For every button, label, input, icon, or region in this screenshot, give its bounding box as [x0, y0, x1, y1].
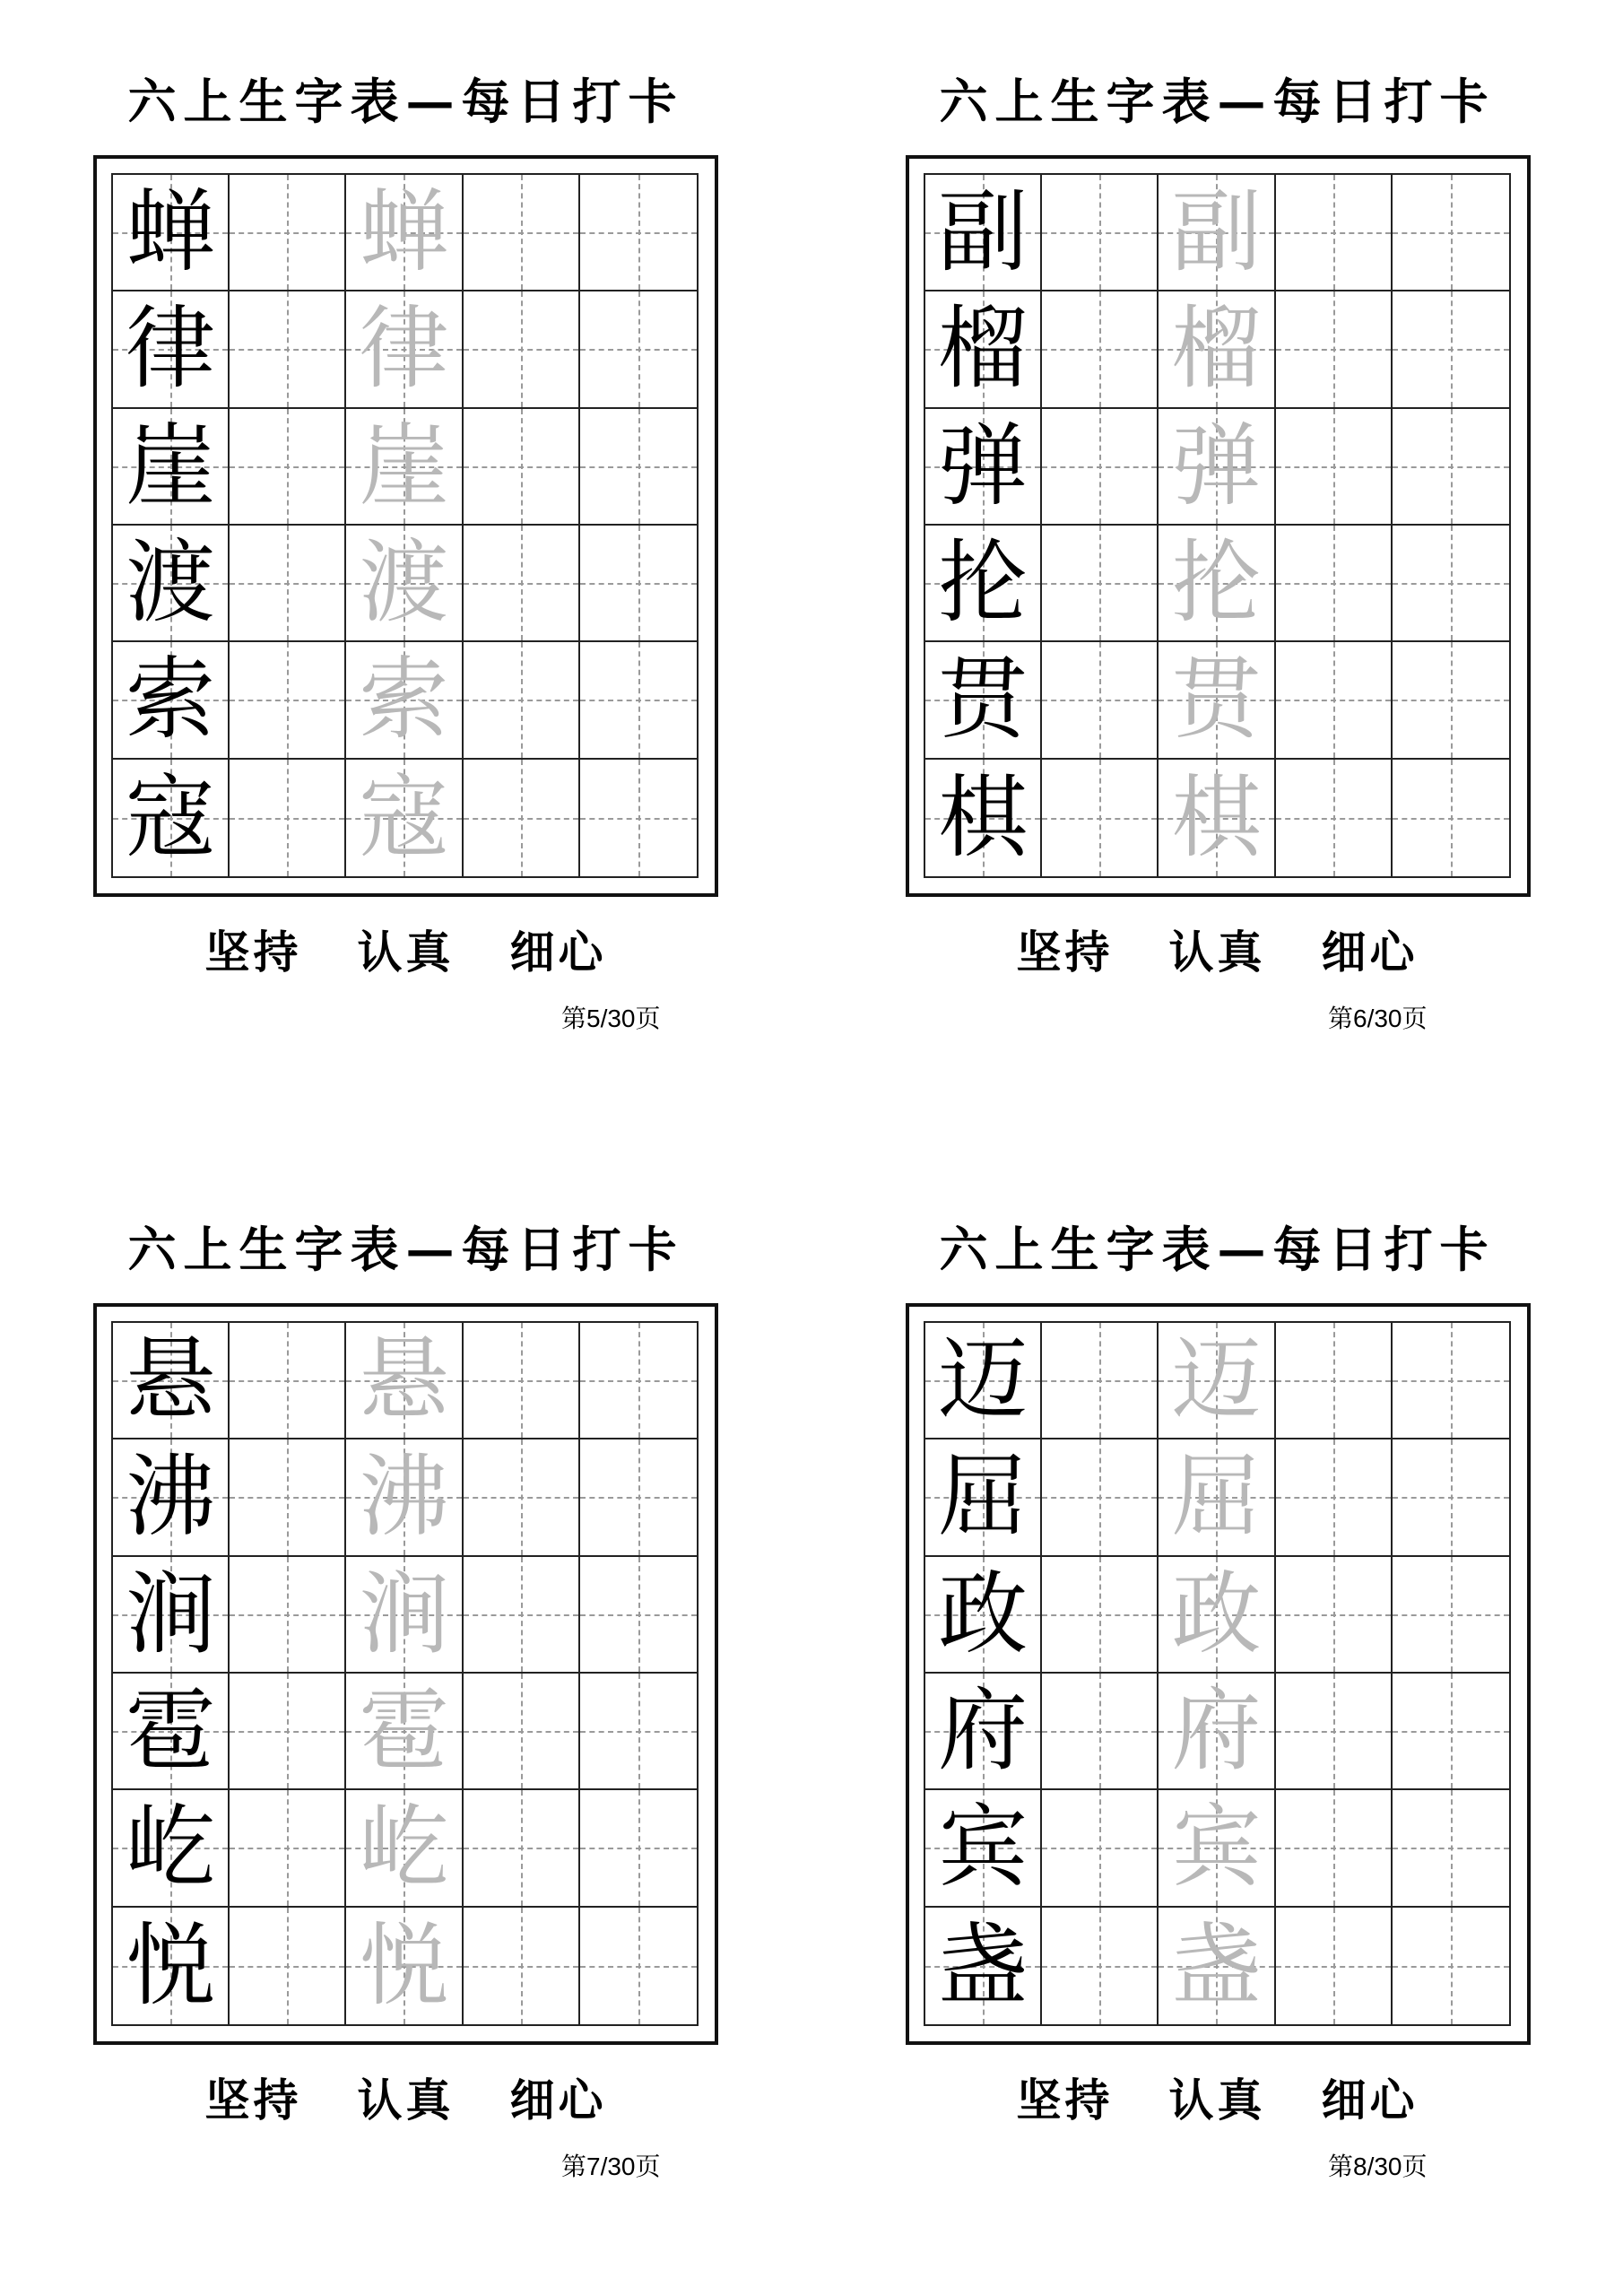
motto-careful: 细心: [509, 2074, 607, 2126]
model-character: 雹: [126, 1678, 216, 1784]
trace-character: 悬: [359, 1327, 449, 1433]
blank-practice-cell: [1393, 1439, 1509, 1556]
vertical-guide-line: [1333, 1557, 1335, 1672]
vertical-guide-line: [287, 1439, 289, 1554]
motto-serious: 认真: [1168, 926, 1266, 978]
vertical-guide-line: [1333, 642, 1335, 757]
vertical-guide-line: [521, 1439, 523, 1554]
trace-character-cell: [346, 1439, 463, 1556]
model-character-cell: [925, 1323, 1042, 1439]
blank-practice-cell: [580, 526, 697, 642]
blank-practice-cell: [1042, 1790, 1159, 1907]
vertical-guide-line: [287, 291, 289, 406]
vertical-guide-line: [521, 526, 523, 640]
vertical-guide-line: [1333, 291, 1335, 406]
trace-character-cell: [1159, 291, 1275, 408]
motto: [0, 926, 812, 979]
vertical-guide-line: [521, 1908, 523, 2024]
blank-practice-cell: [1276, 1908, 1393, 2024]
trace-character: 渡: [359, 530, 449, 636]
model-character-cell: [113, 1439, 230, 1556]
vertical-guide-line: [1451, 1439, 1453, 1554]
worksheet-page-4: [812, 1148, 1623, 2296]
vertical-guide-line: [1451, 1323, 1453, 1438]
motto: [812, 2074, 1623, 2127]
page-title: 六上生字表—每日打卡: [127, 1221, 684, 1278]
blank-practice-cell: [230, 1908, 346, 2024]
vertical-guide-line: [1451, 1557, 1453, 1672]
model-character: 屹: [126, 1795, 216, 1900]
trace-character-cell: [1159, 642, 1275, 759]
trace-character-cell: [346, 1674, 463, 1790]
model-character-cell: [925, 1439, 1042, 1556]
vertical-guide-line: [287, 1908, 289, 2024]
blank-practice-cell: [1276, 409, 1393, 526]
blank-practice-cell: [230, 1323, 346, 1439]
blank-practice-cell: [580, 291, 697, 408]
page-title: 六上生字表—每日打卡: [939, 1221, 1496, 1278]
worksheet-page-1: [0, 0, 812, 1148]
model-character: 律: [126, 296, 216, 402]
vertical-guide-line: [638, 409, 640, 524]
model-character-cell: [925, 1908, 1042, 2024]
model-character: 崖: [126, 413, 216, 518]
blank-practice-cell: [1393, 409, 1509, 526]
blank-practice-cell: [230, 1674, 346, 1790]
blank-practice-cell: [464, 526, 580, 642]
blank-practice-cell: [580, 1557, 697, 1674]
blank-practice-cell: [1042, 642, 1159, 759]
vertical-guide-line: [638, 1323, 640, 1438]
vertical-guide-line: [521, 642, 523, 757]
vertical-guide-line: [1099, 409, 1101, 524]
blank-practice-cell: [464, 1674, 580, 1790]
vertical-guide-line: [1333, 175, 1335, 290]
blank-practice-cell: [580, 409, 697, 526]
vertical-guide-line: [521, 760, 523, 876]
page-number: 第7/30页: [561, 2152, 661, 2180]
motto-persist: 坚持: [1016, 2074, 1114, 2126]
motto-serious: 认真: [357, 2074, 455, 2126]
trace-character-cell: [1159, 409, 1275, 526]
model-character-cell: [113, 175, 230, 291]
model-character: 政: [938, 1561, 1028, 1666]
vertical-guide-line: [287, 175, 289, 290]
vertical-guide-line: [1099, 642, 1101, 757]
blank-practice-cell: [464, 1790, 580, 1907]
worksheet-page-3: [0, 1148, 812, 2296]
blank-practice-cell: [1042, 1439, 1159, 1556]
trace-character: 宾: [1171, 1795, 1262, 1900]
blank-practice-cell: [464, 291, 580, 408]
vertical-guide-line: [1451, 760, 1453, 876]
trace-character-cell: [346, 1557, 463, 1674]
vertical-guide-line: [521, 175, 523, 290]
vertical-guide-line: [287, 1323, 289, 1438]
trace-character-cell: [1159, 1557, 1275, 1674]
vertical-guide-line: [1099, 1557, 1101, 1672]
model-character: 寇: [126, 764, 216, 870]
blank-practice-cell: [1042, 291, 1159, 408]
trace-character-cell: [1159, 1908, 1275, 2024]
blank-practice-cell: [464, 1439, 580, 1556]
vertical-guide-line: [638, 1790, 640, 1905]
blank-practice-cell: [464, 642, 580, 759]
vertical-guide-line: [1451, 1674, 1453, 1788]
vertical-guide-line: [638, 760, 640, 876]
vertical-guide-line: [1099, 291, 1101, 406]
blank-practice-cell: [1042, 175, 1159, 291]
blank-practice-cell: [1276, 642, 1393, 759]
trace-character-cell: [1159, 760, 1275, 876]
motto-persist: 坚持: [1016, 926, 1114, 978]
model-character: 弹: [938, 413, 1028, 518]
blank-practice-cell: [580, 175, 697, 291]
vertical-guide-line: [638, 1557, 640, 1672]
tian-zi-grid: [924, 173, 1511, 878]
trace-character-cell: [1159, 1323, 1275, 1439]
trace-character: 抡: [1171, 530, 1262, 636]
blank-practice-cell: [1393, 526, 1509, 642]
blank-practice-cell: [1042, 1323, 1159, 1439]
blank-practice-cell: [1276, 760, 1393, 876]
blank-practice-cell: [1276, 291, 1393, 408]
model-character: 盏: [938, 1912, 1028, 2018]
vertical-guide-line: [1333, 1323, 1335, 1438]
model-character: 府: [938, 1678, 1028, 1784]
trace-character: 府: [1171, 1678, 1262, 1784]
motto-serious: 认真: [357, 926, 455, 978]
vertical-guide-line: [1099, 526, 1101, 640]
vertical-guide-line: [1451, 1908, 1453, 2024]
model-character: 索: [126, 647, 216, 752]
model-character: 屈: [938, 1444, 1028, 1550]
motto: [0, 2074, 812, 2127]
blank-practice-cell: [230, 760, 346, 876]
trace-character: 政: [1171, 1561, 1262, 1666]
trace-character: 盏: [1171, 1912, 1262, 2018]
vertical-guide-line: [1333, 1908, 1335, 2024]
trace-character: 棋: [1171, 764, 1262, 870]
blank-practice-cell: [1276, 1323, 1393, 1439]
model-character: 榴: [938, 296, 1028, 402]
model-character-cell: [113, 760, 230, 876]
trace-character: 贯: [1171, 647, 1262, 752]
blank-practice-cell: [464, 1908, 580, 2024]
blank-practice-cell: [1042, 526, 1159, 642]
vertical-guide-line: [521, 1557, 523, 1672]
model-character-cell: [925, 642, 1042, 759]
trace-character: 迈: [1171, 1327, 1262, 1433]
blank-practice-cell: [580, 1908, 697, 2024]
trace-character-cell: [346, 642, 463, 759]
model-character: 悦: [126, 1912, 216, 2018]
trace-character-cell: [1159, 175, 1275, 291]
trace-character-cell: [346, 760, 463, 876]
blank-practice-cell: [1042, 760, 1159, 876]
page-number: 第8/30页: [1328, 2152, 1428, 2180]
model-character: 悬: [126, 1327, 216, 1433]
motto-careful: 细心: [1321, 926, 1419, 978]
vertical-guide-line: [1333, 1790, 1335, 1905]
model-character-cell: [113, 1674, 230, 1790]
blank-practice-cell: [230, 175, 346, 291]
model-character: 棋: [938, 764, 1028, 870]
blank-practice-cell: [230, 291, 346, 408]
model-character-cell: [113, 291, 230, 408]
model-character: 抡: [938, 530, 1028, 636]
vertical-guide-line: [1451, 642, 1453, 757]
model-character-cell: [113, 1323, 230, 1439]
blank-practice-cell: [464, 175, 580, 291]
trace-character: 沸: [359, 1444, 449, 1550]
model-character: 副: [938, 179, 1028, 285]
model-character-cell: [925, 409, 1042, 526]
vertical-guide-line: [1099, 1790, 1101, 1905]
tian-zi-grid: [111, 173, 699, 878]
vertical-guide-line: [287, 409, 289, 524]
vertical-guide-line: [521, 291, 523, 406]
trace-character: 涧: [359, 1561, 449, 1666]
vertical-guide-line: [638, 526, 640, 640]
blank-practice-cell: [464, 760, 580, 876]
blank-practice-cell: [230, 526, 346, 642]
motto-persist: 坚持: [204, 2074, 302, 2126]
worksheet-page-2: [812, 0, 1623, 1148]
vertical-guide-line: [1333, 409, 1335, 524]
trace-character: 崖: [359, 413, 449, 518]
trace-character-cell: [346, 526, 463, 642]
model-character-cell: [113, 1908, 230, 2024]
blank-practice-cell: [1042, 1557, 1159, 1674]
motto-careful: 细心: [509, 926, 607, 978]
blank-practice-cell: [1276, 1790, 1393, 1907]
blank-practice-cell: [464, 409, 580, 526]
blank-practice-cell: [1276, 175, 1393, 291]
vertical-guide-line: [638, 1674, 640, 1788]
blank-practice-cell: [230, 642, 346, 759]
model-character: 蝉: [126, 179, 216, 285]
vertical-guide-line: [287, 760, 289, 876]
blank-practice-cell: [1393, 175, 1509, 291]
vertical-guide-line: [1333, 1674, 1335, 1788]
vertical-guide-line: [638, 1439, 640, 1554]
motto-serious: 认真: [1168, 2074, 1266, 2126]
blank-practice-cell: [230, 409, 346, 526]
blank-practice-cell: [580, 1674, 697, 1790]
blank-practice-cell: [1393, 1908, 1509, 2024]
practice-frame: [906, 1303, 1531, 2045]
page-title: 六上生字表—每日打卡: [939, 73, 1496, 130]
page-number: 第6/30页: [1328, 1004, 1428, 1032]
page-title: 六上生字表—每日打卡: [127, 73, 684, 130]
vertical-guide-line: [1099, 1323, 1101, 1438]
motto-persist: 坚持: [204, 926, 302, 978]
model-character: 沸: [126, 1444, 216, 1550]
trace-character-cell: [1159, 526, 1275, 642]
model-character-cell: [113, 526, 230, 642]
vertical-guide-line: [1099, 1674, 1101, 1788]
trace-character-cell: [1159, 1439, 1275, 1556]
model-character-cell: [925, 1674, 1042, 1790]
vertical-guide-line: [521, 1323, 523, 1438]
motto: [812, 926, 1623, 979]
vertical-guide-line: [1451, 1790, 1453, 1905]
blank-practice-cell: [230, 1557, 346, 1674]
vertical-guide-line: [287, 1790, 289, 1905]
model-character: 贯: [938, 647, 1028, 752]
trace-character: 弹: [1171, 413, 1262, 518]
tian-zi-grid: [924, 1321, 1511, 2026]
vertical-guide-line: [1451, 291, 1453, 406]
vertical-guide-line: [287, 526, 289, 640]
blank-practice-cell: [1393, 1674, 1509, 1790]
vertical-guide-line: [638, 291, 640, 406]
model-character-cell: [925, 526, 1042, 642]
vertical-guide-line: [1099, 760, 1101, 876]
practice-frame: [906, 155, 1531, 897]
blank-practice-cell: [1393, 1790, 1509, 1907]
vertical-guide-line: [1099, 175, 1101, 290]
vertical-guide-line: [521, 409, 523, 524]
blank-practice-cell: [230, 1790, 346, 1907]
vertical-guide-line: [287, 1674, 289, 1788]
blank-practice-cell: [464, 1323, 580, 1439]
model-character-cell: [925, 760, 1042, 876]
practice-frame: [93, 1303, 718, 2045]
trace-character: 榴: [1171, 296, 1262, 402]
blank-practice-cell: [580, 1323, 697, 1439]
blank-practice-cell: [1393, 291, 1509, 408]
model-character-cell: [113, 642, 230, 759]
vertical-guide-line: [287, 642, 289, 757]
trace-character: 蝉: [359, 179, 449, 285]
practice-frame: [93, 155, 718, 897]
trace-character-cell: [346, 175, 463, 291]
vertical-guide-line: [287, 1557, 289, 1672]
vertical-guide-line: [1333, 760, 1335, 876]
blank-practice-cell: [580, 760, 697, 876]
vertical-guide-line: [1451, 409, 1453, 524]
blank-practice-cell: [1393, 642, 1509, 759]
trace-character: 雹: [359, 1678, 449, 1784]
blank-practice-cell: [1042, 1908, 1159, 2024]
model-character: 迈: [938, 1327, 1028, 1433]
trace-character: 悦: [359, 1912, 449, 2018]
vertical-guide-line: [1451, 175, 1453, 290]
motto-careful: 细心: [1321, 2074, 1419, 2126]
vertical-guide-line: [1333, 1439, 1335, 1554]
trace-character: 副: [1171, 179, 1262, 285]
model-character-cell: [925, 175, 1042, 291]
vertical-guide-line: [1333, 526, 1335, 640]
vertical-guide-line: [1099, 1908, 1101, 2024]
trace-character-cell: [346, 409, 463, 526]
blank-practice-cell: [464, 1557, 580, 1674]
trace-character-cell: [1159, 1674, 1275, 1790]
model-character: 渡: [126, 530, 216, 636]
tian-zi-grid: [111, 1321, 699, 2026]
trace-character-cell: [346, 291, 463, 408]
trace-character: 屈: [1171, 1444, 1262, 1550]
blank-practice-cell: [1276, 1439, 1393, 1556]
blank-practice-cell: [1393, 1557, 1509, 1674]
vertical-guide-line: [638, 1908, 640, 2024]
blank-practice-cell: [1276, 526, 1393, 642]
blank-practice-cell: [1393, 1323, 1509, 1439]
trace-character-cell: [1159, 1790, 1275, 1907]
blank-practice-cell: [230, 1439, 346, 1556]
trace-character: 律: [359, 296, 449, 402]
blank-practice-cell: [1276, 1674, 1393, 1790]
trace-character-cell: [346, 1908, 463, 2024]
trace-character: 寇: [359, 764, 449, 870]
vertical-guide-line: [1451, 526, 1453, 640]
trace-character-cell: [346, 1323, 463, 1439]
blank-practice-cell: [580, 1439, 697, 1556]
blank-practice-cell: [580, 1790, 697, 1907]
vertical-guide-line: [521, 1674, 523, 1788]
blank-practice-cell: [580, 642, 697, 759]
blank-practice-cell: [1276, 1557, 1393, 1674]
page-number: 第5/30页: [561, 1004, 661, 1032]
blank-practice-cell: [1042, 409, 1159, 526]
model-character-cell: [113, 1790, 230, 1907]
model-character-cell: [925, 291, 1042, 408]
model-character-cell: [113, 1557, 230, 1674]
blank-practice-cell: [1393, 760, 1509, 876]
blank-practice-cell: [1042, 1674, 1159, 1790]
model-character-cell: [925, 1557, 1042, 1674]
trace-character-cell: [346, 1790, 463, 1907]
vertical-guide-line: [521, 1790, 523, 1905]
vertical-guide-line: [1099, 1439, 1101, 1554]
model-character-cell: [113, 409, 230, 526]
trace-character: 索: [359, 647, 449, 752]
vertical-guide-line: [638, 175, 640, 290]
vertical-guide-line: [638, 642, 640, 757]
model-character: 涧: [126, 1561, 216, 1666]
trace-character: 屹: [359, 1795, 449, 1900]
model-character-cell: [925, 1790, 1042, 1907]
model-character: 宾: [938, 1795, 1028, 1900]
